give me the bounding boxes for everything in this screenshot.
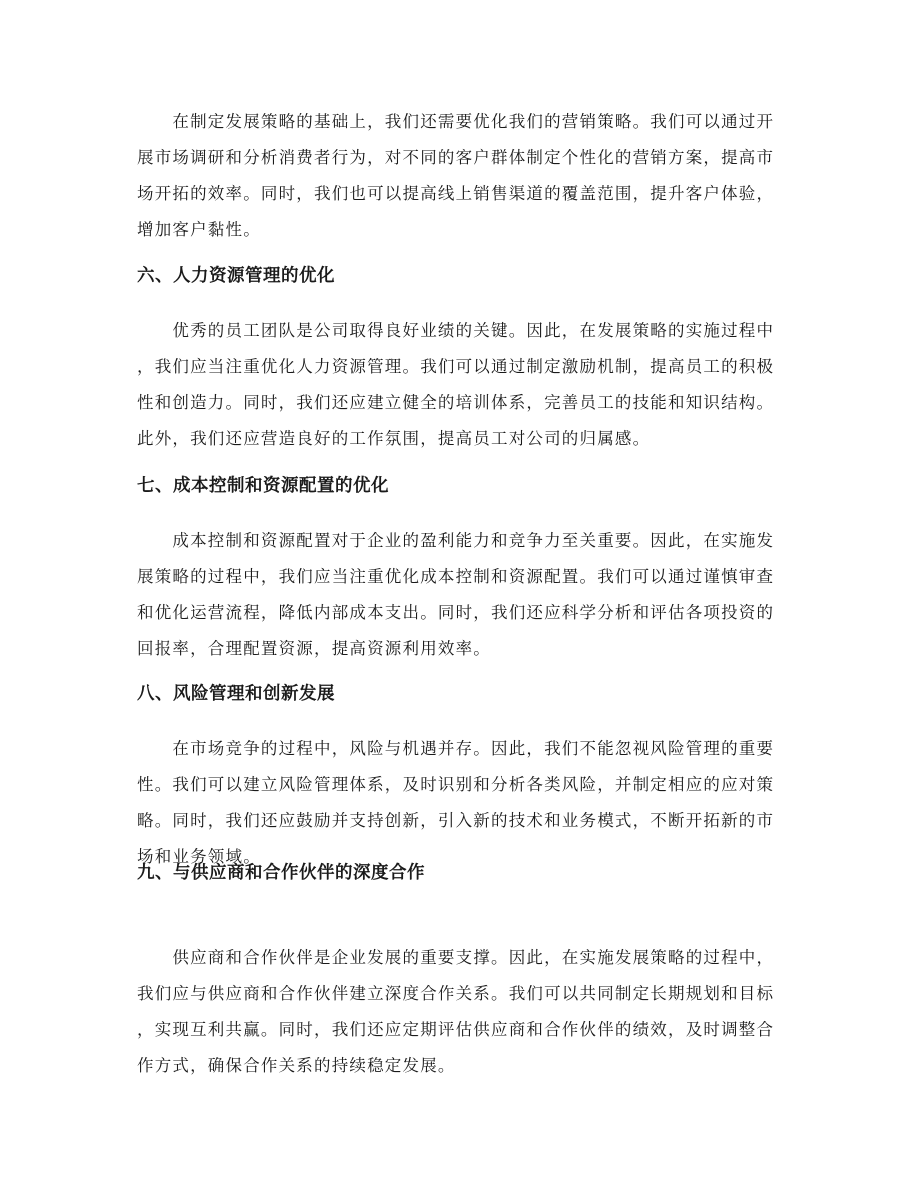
text-line: 此外，我们还应营造良好的工作氛围，提高员工对公司的归属感。: [137, 429, 651, 448]
text-line: 展市场调研和分析消费者行为，对不同的客户群体制定个性化的营销方案，提高市: [137, 148, 775, 167]
paragraph-cost-control: [137, 523, 785, 667]
text-line: 展策略的过程中，我们应当注重优化成本控制和资源配置。我们可以通过谨慎审查: [137, 567, 775, 586]
text-line: 性。我们可以建立风险管理体系，及时识别和分析各类风险，并制定相应的应对策: [137, 775, 775, 794]
text-line: 在市场竞争的过程中，风险与机遇并存。因此，我们不能忽视风险管理的重要: [137, 739, 775, 758]
text-line: 和优化运营流程，降低内部成本支出。同时，我们还应科学分析和评估各项投资的: [137, 603, 775, 622]
text-line: 性和创造力。同时，我们还应建立健全的培训体系，完善员工的技能和知识结构。: [137, 393, 775, 412]
text-line: 我们应与供应商和合作伙伴建立深度合作关系。我们可以共同制定长期规划和目标: [137, 984, 775, 1003]
text-line: 成本控制和资源配置对于企业的盈利能力和竞争力至关重要。因此，在实施发: [137, 531, 775, 550]
paragraph-risk-innovation: [137, 731, 785, 875]
text-line: 略。同时，我们还应鼓励并支持创新，引入新的技术和业务模式，不断开拓新的市: [137, 811, 775, 830]
paragraph-marketing-strategy: [137, 104, 785, 248]
text-line: 场开拓的效率。同时，我们也可以提高线上销售渠道的覆盖范围，提升客户体验，: [137, 184, 775, 203]
section-heading-hr-optimization: 六、人力资源管理的优化: [137, 266, 335, 286]
paragraph-hr-optimization: [137, 313, 785, 457]
paragraph-supplier-partnership: [137, 940, 785, 1084]
text-line: 优秀的员工团队是公司取得良好业绩的关键。因此，在发展策略的实施过程中: [137, 321, 775, 340]
text-line: ，实现互利共赢。同时，我们还应定期评估供应商和合作伙伴的绩效，及时调整合: [137, 1020, 775, 1039]
text-line: 在制定发展策略的基础上，我们还需要优化我们的营销策略。我们可以通过开: [137, 112, 775, 131]
section-heading-risk-innovation: 八、风险管理和创新发展: [137, 684, 335, 704]
text-line: ，我们应当注重优化人力资源管理。我们可以通过制定激励机制，提高员工的积极: [137, 357, 775, 376]
text-line: 回报率，合理配置资源，提高资源利用效率。: [137, 639, 491, 658]
text-line: 供应商和合作伙伴是企业发展的重要支撑。因此，在实施发展策略的过程中，: [137, 948, 775, 967]
text-line: 作方式，确保合作关系的持续稳定发展。: [137, 1056, 456, 1075]
text-line: 场和业务领域。: [137, 847, 261, 866]
text-line: 增加客户黏性。: [137, 220, 261, 239]
section-heading-cost-control: 七、成本控制和资源配置的优化: [137, 476, 389, 496]
section-heading-supplier-partnership: 九、与供应商和合作伙伴的深度合作: [137, 863, 425, 883]
